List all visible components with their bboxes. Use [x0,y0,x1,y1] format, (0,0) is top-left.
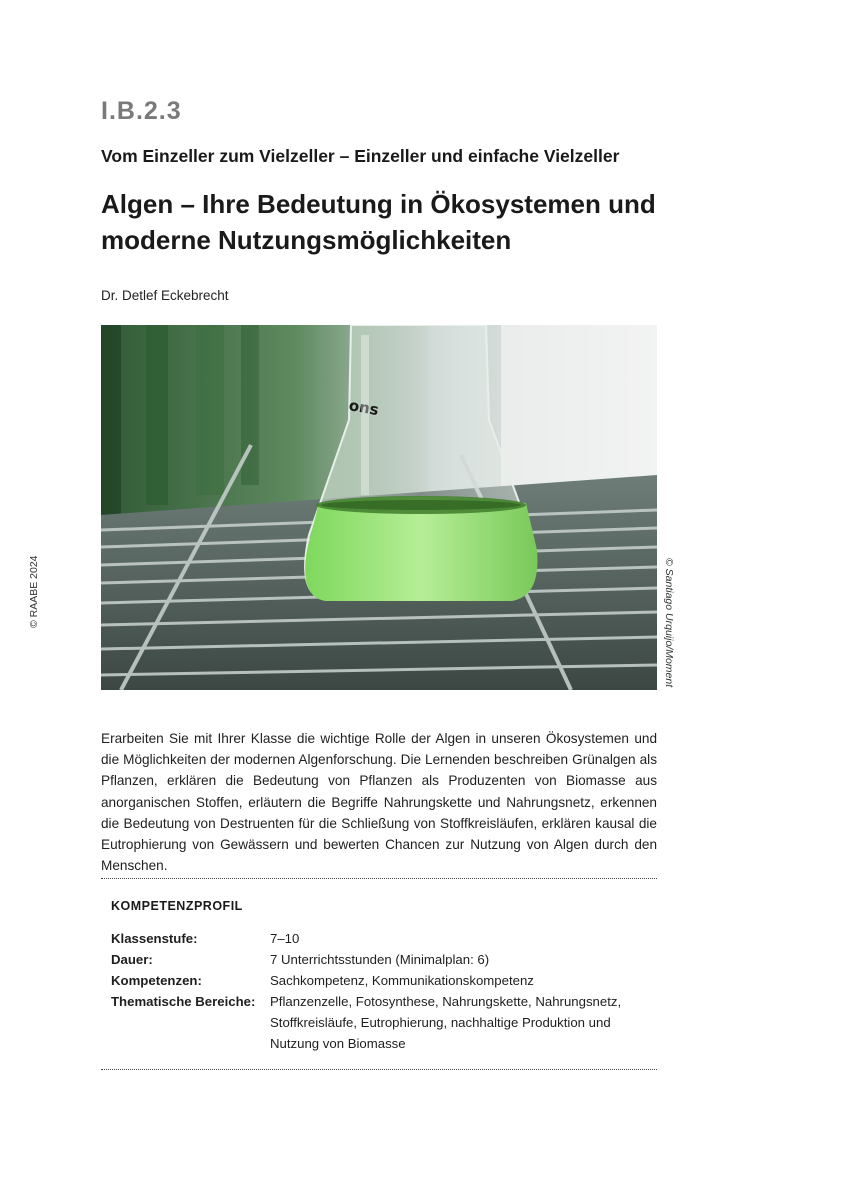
profile-label-grade: Klassenstufe: [111,931,198,946]
series-subtitle: Vom Einzeller zum Vielzeller – Einzeller und einfache Vielzeller [101,146,620,166]
flask-illustration [101,325,657,690]
profile-value-grade: 7–10 [270,931,300,946]
author-name: Dr. Detlef Eckebrecht [101,288,229,303]
section-code: I.B.2.3 [101,97,182,125]
profile-label-topics: Thematische Bereiche: [111,994,256,1009]
flask-label-text: ons [347,396,381,420]
profile-value-topics: Pflanzenzelle, Fotosynthese, Nahrungskette, Nahrungsnetz, Stoffkreisläufe, Eutrophierung, nachhaltige Produktion und Nutzung von Biomasse [270,994,622,1051]
copyright-notice: © RAABE 2024 [28,555,40,628]
algae-flask-photo [101,325,657,690]
profile-value-duration: 7 Unterrichtsstunden (Minimalplan: 6) [270,952,490,967]
profile-heading: KOMPETENZPROFIL [111,899,243,913]
photo-credit: © Santiago Urquijo/Moment [663,558,675,688]
intro-paragraph: Erarbeiten Sie mit Ihrer Klasse die wichtige Rolle der Algen in unseren Ökosystemen und die Möglichkeiten der modernen Algenforschung. Die Lernenden beschreiben Grünalgen als Pflanzen, erklären die Bedeutung von Pflanzen als Produzenten von Biomasse aus anorganischen Stoffen, erläutern die Begriffe Nahrungskette und Nahrungsnetz, erkennen die Bedeutung von Destruenten für die Schließung von Stoffkreisläufen, erklären kausal die Eutrophierung von Gewässern und bewerten Chancen zur Nutzung von Algen durch den Menschen. [101,731,657,874]
profile-label-duration: Dauer: [111,952,153,967]
profile-value-competencies: Sachkompetenz, Kommunikationskompetenz [270,973,534,988]
competence-profile-box [101,878,657,1070]
profile-label-competencies: Kompetenzen: [111,973,202,988]
page-title: Algen – Ihre Bedeutung in Ökosystemen und moderne Nutzungsmöglichkeiten [101,189,656,255]
